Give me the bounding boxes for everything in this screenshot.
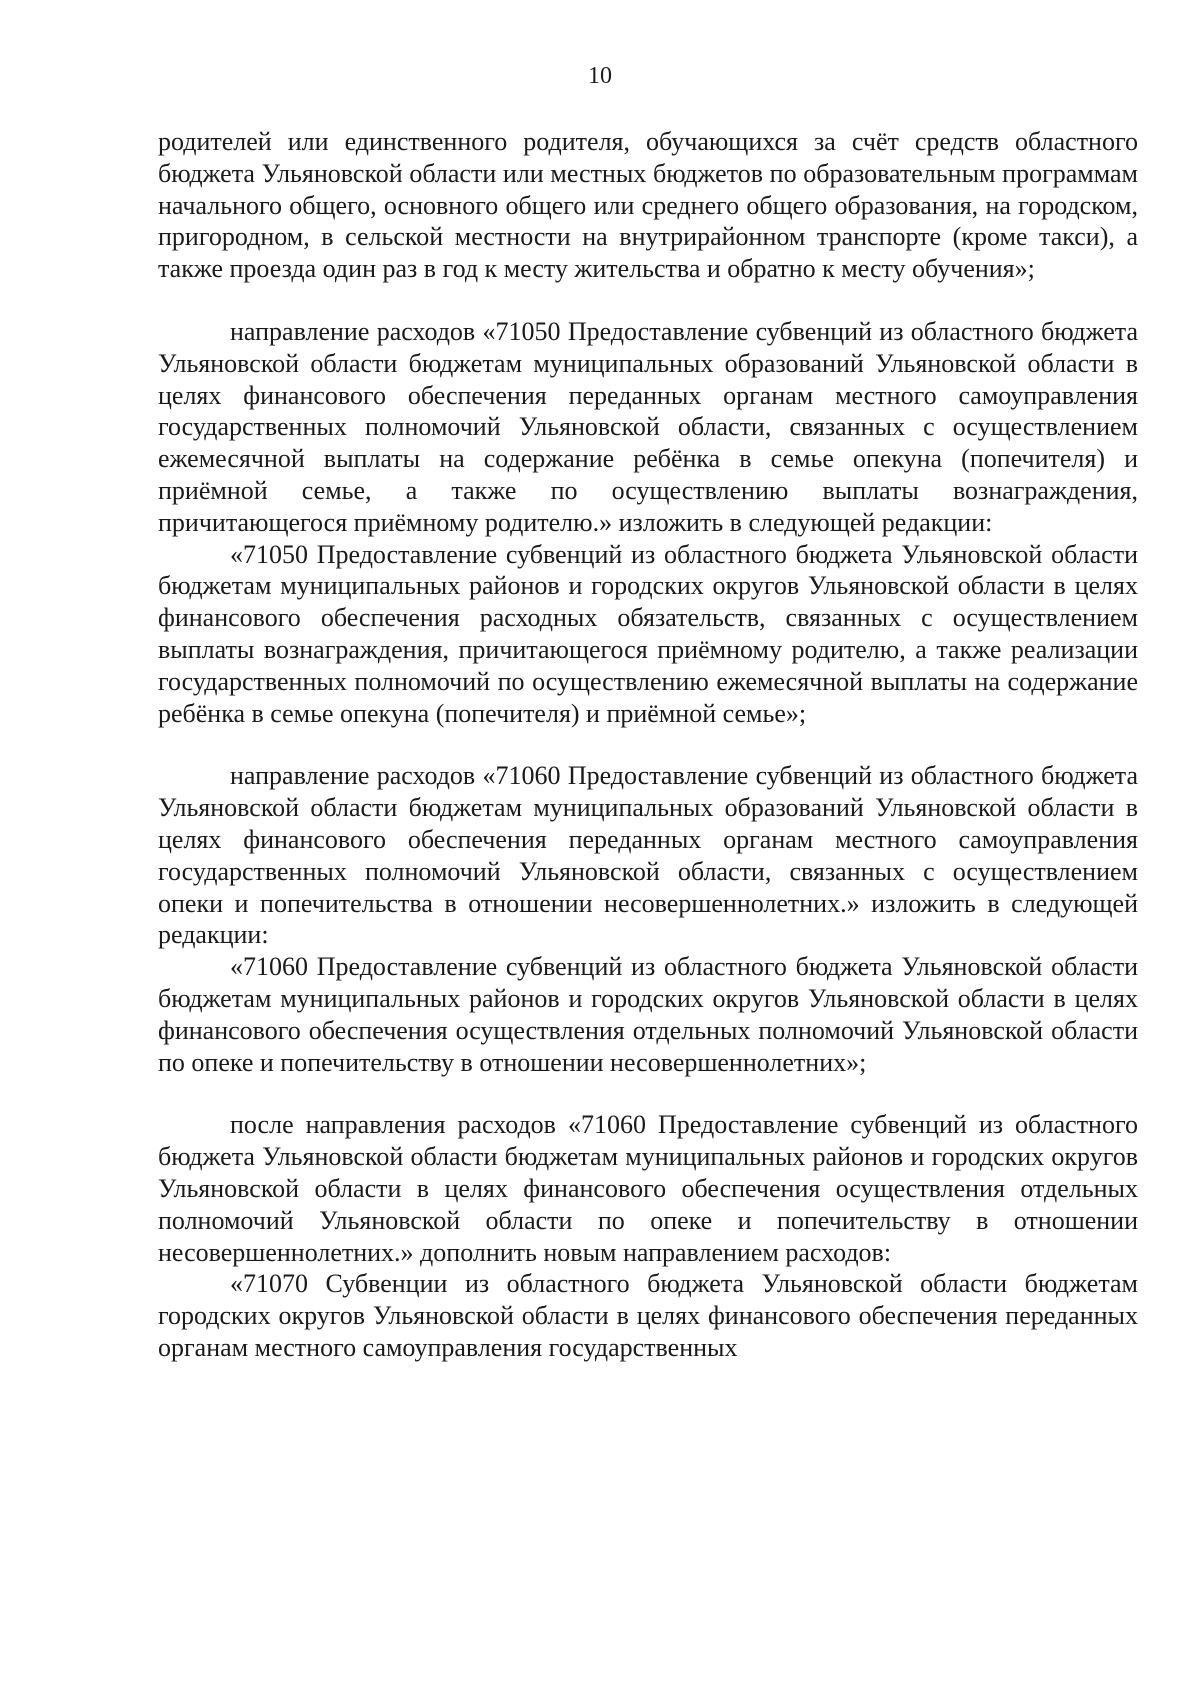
page-number: 10 — [588, 63, 612, 89]
paragraph-71060-amendment: направление расходов «71060 Предоставление субвенций из областного бюджета Ульяновской области бюджетам муниципальных образований Ульяновской области в целях финансового обеспечения переданных органам местного самоуправления государственных полномочий Ульяновской области, связанных с осуществлением опеки и попечительства в отношении несовершеннолетних.» изложить в следующей редакции: — [158, 761, 1138, 950]
paragraph-71070-new-item: «71070 Субвенции из областного бюджета Ульяновской области бюджетам городских округов Ульяновской области в целях финансового обеспечения переданных органам местного самоуправления государственных — [158, 1269, 1138, 1362]
paragraph-addition: после направления расходов «71060 Предоставление субвенций из областного бюджета Ульяновской области бюджетам муниципальных районов и городских округов Ульяновской области в целях финансового обеспечения осуществления отдельных полномочий Ульяновской области по опеке и попечительству в отношении несовершеннолетних.» дополнить новым направлением расходов: — [158, 1110, 1138, 1267]
paragraph-71050-new-wording: «71050 Предоставление субвенций из областного бюджета Ульяновской области бюджетам муниципальных районов и городских округов Ульяновской области в целях финансового обеспечения расходных обязательств, связанных с осуществлением выплаты вознаграждения, причитающегося приёмному родителю, а также реализации государственных полномочий по осуществлению ежемесячной выплаты на содержание ребёнка в семье опекуна (попечителя) и приёмной семье»; — [158, 539, 1138, 728]
paragraph-71050-amendment: направление расходов «71050 Предоставление субвенций из областного бюджета Ульяновской области бюджетам муниципальных образований Ульяновской области в целях финансового обеспечения переданных органам местного самоуправления государственных полномочий Ульяновской области, связанных с осуществлением ежемесячной выплаты на содержание ребёнка в семье опекуна (попечителя) и приёмной семье, а также по осуществлению выплаты вознаграждения, причитающегося приёмному родителю.» изложить в следующей редакции: — [158, 316, 1138, 537]
paragraph-continuation: родителей или единственного родителя, обучающихся за счёт средств областного бюджета Ульяновской области или местных бюджетов по образовательным программам начального общего, основного общего или среднего общего образования, на городском, пригородном, в сельской местности на внутрирайонном транспорте (кроме такси), а также проезда один раз в год к месту жительства и обратно к месту обучения»; — [158, 127, 1138, 284]
paragraph-71060-new-wording: «71060 Предоставление субвенций из областного бюджета Ульяновской области бюджетам муниципальных районов и городских округов Ульяновской области в целях финансового обеспечения осуществления отдельных полномочий Ульяновской области по опеке и попечительству в отношении несовершеннолетних»; — [158, 952, 1138, 1077]
document-body — [158, 126, 1138, 1364]
